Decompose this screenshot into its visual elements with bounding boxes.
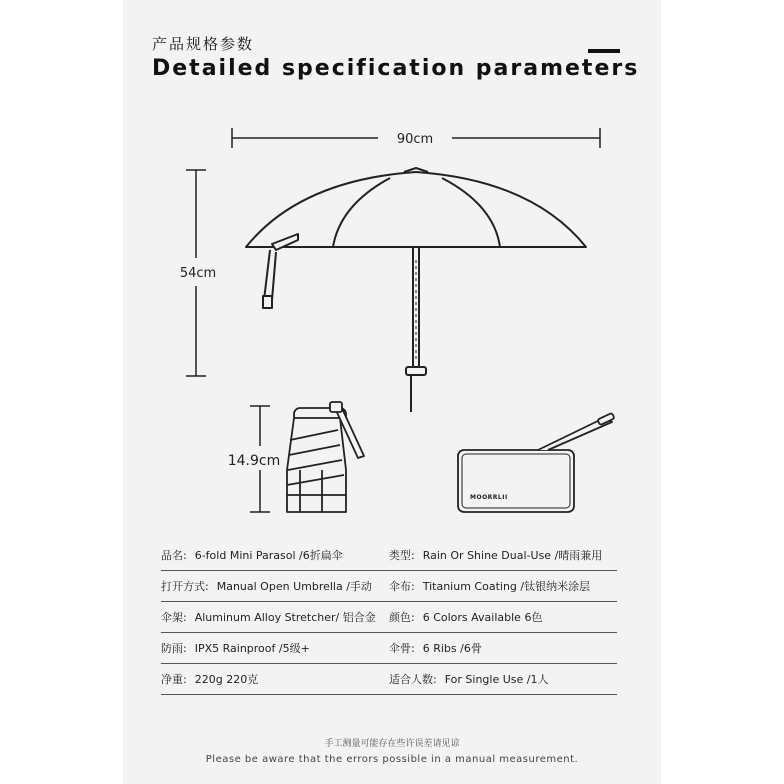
spec-value: 6 Ribs /6骨 [422, 642, 482, 655]
spec-cell [161, 609, 389, 625]
spec-value: 6 Colors Available 6色 [422, 611, 543, 624]
spec-key: 适合人数: [389, 673, 437, 686]
spec-value: Manual Open Umbrella /手动 [216, 580, 372, 593]
spec-table [161, 540, 617, 695]
spec-key: 类型: [389, 549, 415, 562]
spec-row [161, 602, 617, 633]
folded-umbrella-illustration [287, 402, 364, 512]
spec-key: 防雨: [161, 642, 187, 655]
spec-value: Titanium Coating /钛银纳米涂层 [422, 580, 591, 593]
width-label: 90cm [396, 132, 434, 147]
spec-cell [389, 671, 617, 687]
spec-cell [389, 547, 617, 563]
footer-note-english: Please be aware that the errors possible in a manual measurement. [205, 754, 579, 765]
spec-cell [161, 671, 389, 687]
spec-value: 6-fold Mini Parasol /6折扁伞 [194, 549, 343, 562]
folded-height-label: 14.9cm [227, 453, 281, 469]
spec-key: 伞骨: [389, 642, 415, 655]
case-brand-label: MOORRLII [470, 494, 508, 501]
open-umbrella-illustration [246, 168, 586, 412]
spec-cell [161, 578, 389, 594]
spec-row [161, 571, 617, 602]
spec-cell [161, 547, 389, 563]
spec-key: 伞布: [389, 580, 415, 593]
spec-row [161, 633, 617, 664]
spec-value: 220g 220克 [194, 673, 259, 686]
spec-row [161, 540, 617, 571]
spec-cell [389, 578, 617, 594]
height-label: 54cm [179, 266, 217, 281]
footer-note-chinese: 手工测量可能存在些许误差请见谅 [324, 739, 460, 749]
spec-cell [161, 640, 389, 656]
spec-value: IPX5 Rainproof /5级+ [194, 642, 310, 655]
spec-key: 伞架: [161, 611, 187, 624]
spec-key: 品名: [161, 549, 187, 562]
spec-key: 颜色: [389, 611, 415, 624]
spec-cell [389, 640, 617, 656]
spec-value: Rain Or Shine Dual-Use /晴雨兼用 [422, 549, 603, 562]
spec-key: 净重: [161, 673, 187, 686]
spec-value: For Single Use /1人 [444, 673, 549, 686]
spec-value: Aluminum Alloy Stretcher/ 铝合金 [194, 611, 376, 624]
spec-cell [389, 609, 617, 625]
spec-key: 打开方式: [161, 580, 209, 593]
title-chinese: 产品规格参数 [152, 35, 255, 53]
spec-row [161, 664, 617, 695]
title-english: Detailed specification parameters [152, 56, 640, 81]
